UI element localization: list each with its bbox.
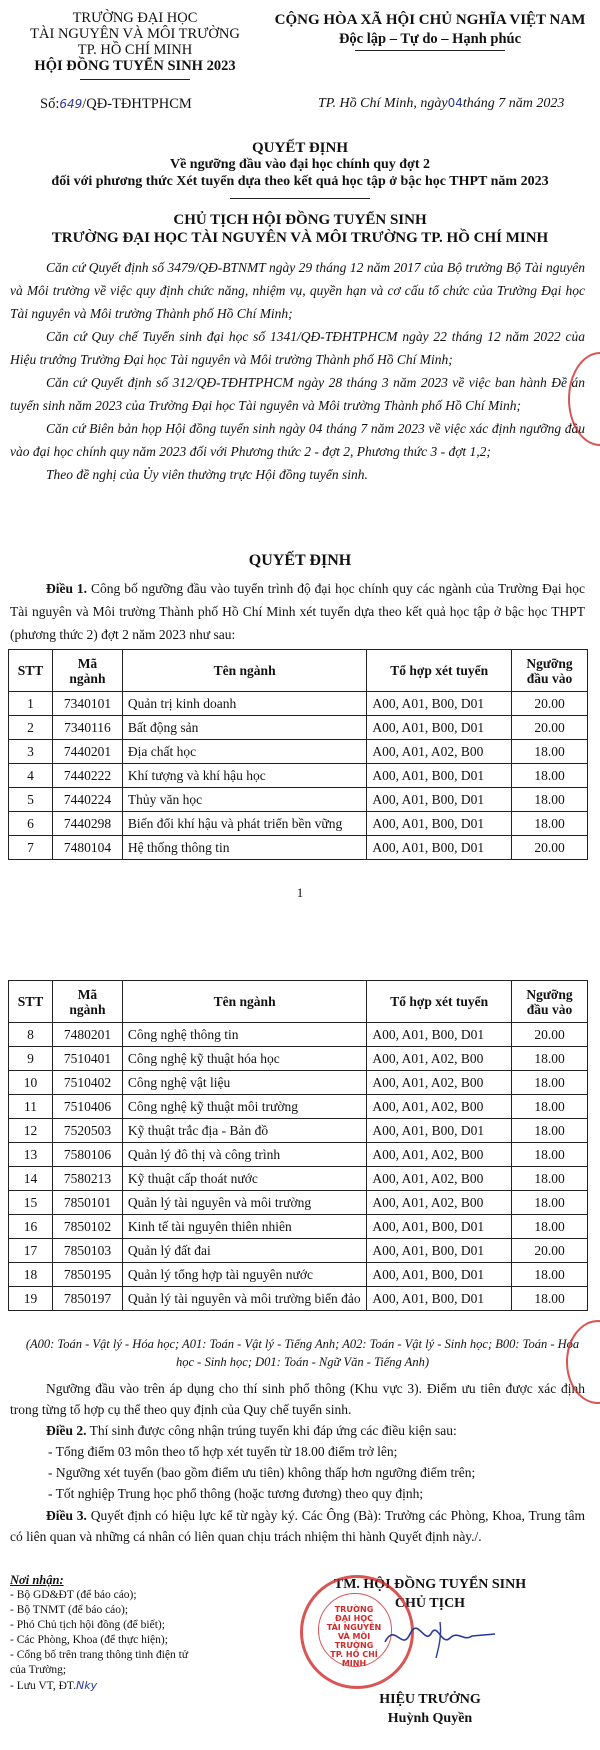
basis-item: Căn cứ Biên bản họp Hội đồng tuyển sinh ngày 04 tháng 7 năm 2023 về việc xác định ngưỡng đầu vào đại học chính quy năm 2023 đối với Phương thức 2 - đợt 2, Phương thức 3 - đợt 1,2; [10,421,585,459]
cell-stt: 19 [9,1287,53,1311]
signatory-position: HIỆU TRƯỞNG [379,1692,481,1707]
article-3-text: Quyết định có hiệu lực kể từ ngày ký. Các Ông (Bà): Trưởng các Phòng, Khoa, Trung tâm có liên quan và những cá nhân có liên quan chịu trách nhiệm thi hành Quyết định này./. [10,1508,586,1544]
cell-code: 7340116 [52,716,122,740]
article-2-label: Điều 2. [46,1423,87,1438]
cell-code: 7440201 [52,740,122,764]
agency-line: TRƯỜNG ĐẠI HỌC [72,10,198,26]
article-1-text: Công bố ngưỡng đầu vào tuyển trình độ đại học chính quy các ngành của Trường Đại học Tài nguyên và Môi trường Thành phố Hồ Chí Minh xét tuyển dựa theo kết quả học tập ở bậc học THPT (phương thức 2) đợt 2 năm 2023 như sau: [10,581,585,642]
col-combo: Tổ hợp xét tuyển [367,650,512,692]
col-code-line-2: ngành [69,670,106,686]
table-row [9,1263,588,1287]
cell-name: Biến đổi khí hậu và phát triển bền vững [122,812,366,836]
cell-score: 18.00 [512,1263,588,1287]
cell-score: 18.00 [512,1119,588,1143]
doc-number-prefix: Số: [40,96,60,112]
condition-item: - Tốt nghiệp Trung học phổ thông (hoặc tương đương) theo quy định; [48,1486,424,1501]
cell-score: 18.00 [512,1167,588,1191]
cell-combo: A00, A01, A02, B00 [367,1095,512,1119]
motto-underline [355,50,505,51]
cell-combo: A00, A01, B00, D01 [367,1119,512,1143]
cell-code: 7440224 [52,788,122,812]
cell-code: 7520503 [52,1119,122,1143]
issuer-line-2: TRƯỜNG ĐẠI HỌC TÀI NGUYÊN VÀ MÔI TRƯỜNG TP. HỒ CHÍ MINH [51,230,549,246]
cell-combo: A00, A01, B00, D01 [367,836,512,860]
col-code-line-1: Mã [77,655,98,671]
col-code [52,650,122,692]
agency-block [20,10,250,74]
date-prefix: TP. Hồ Chí Minh, ngày [318,96,448,111]
cell-combo: A00, A01, A02, B00 [367,1143,512,1167]
cell-code: 7440222 [52,764,122,788]
cell-stt: 12 [9,1119,53,1143]
cell-combo: A00, A01, B00, D01 [367,1263,512,1287]
basis-item: Căn cứ Quy chế Tuyển sinh đại học số 1341/QĐ-TĐHTPHCM ngày 22 tháng 12 năm 2022 của Hiệu trưởng Trường Đại học Tài nguyên và Môi trường Thành phố Hồ Chí Minh; [10,329,585,367]
col-score-line-1: Ngưỡng [526,655,573,671]
table-2-body [9,1023,588,1311]
cell-score: 18.00 [512,764,588,788]
col-code-line-2: ngành [69,1001,106,1017]
table-row [9,716,588,740]
basis-item: Căn cứ Quyết định số 312/QĐ-TĐHTPHCM ngày 28 tháng 3 năm 2023 về việc ban hành Đề án tuyển sinh năm 2023 của Trường Đại học Tài nguyên và Môi trường Thành phố Hồ Chí Minh; [10,375,585,413]
subject-underline [230,198,370,199]
cell-name: Quản trị kinh doanh [122,692,366,716]
table-row [9,1047,588,1071]
recipient-item: - Bộ TNMT (để báo cáo); [10,1604,129,1616]
cell-combo: A00, A01, B00, D01 [367,1287,512,1311]
cell-combo: A00, A01, B00, D01 [367,692,512,716]
table-row [9,836,588,860]
cell-stt: 7 [9,836,53,860]
table-row [9,788,588,812]
table-row [9,812,588,836]
cell-name: Quản lý tài nguyên và môi trường biển đảo [122,1287,366,1311]
recipients-title: Nơi nhận: [10,1573,64,1587]
cell-stt: 6 [9,812,53,836]
basis-item: Căn cứ Quyết định số 3479/QĐ-BTNMT ngày 29 tháng 12 năm 2017 của Bộ trưởng Bộ Tài nguyên và Môi trường về việc quy định chức năng, nhiệm vụ, quyền hạn và cơ cấu tổ chức của Trường Đại học Tài nguyên và Môi trường Thành phố Hồ Chí Minh; [10,260,585,321]
cell-code: 7850102 [52,1215,122,1239]
cell-name: Công nghệ vật liệu [122,1071,366,1095]
table-row [9,1167,588,1191]
doc-type: QUYẾT ĐỊNH [252,140,348,156]
cell-stt: 9 [9,1047,53,1071]
cell-name: Quản lý đô thị và công trình [122,1143,366,1167]
cell-code: 7510402 [52,1071,122,1095]
cell-score: 18.00 [512,1095,588,1119]
decision-heading: QUYẾT ĐỊNH [248,552,352,569]
cell-stt: 17 [9,1239,53,1263]
table-row [9,1023,588,1047]
cell-score: 18.00 [512,740,588,764]
col-score-line-2: đầu vào [526,1001,573,1017]
recipient-item: - Các Phòng, Khoa (để thực hiện); [10,1634,168,1646]
cell-combo: A00, A01, B00, D01 [367,716,512,740]
seal-line: ĐẠI HỌC [334,1614,374,1623]
col-stt: STT [9,650,53,692]
cell-name: Kỹ thuật cấp thoát nước [122,1167,366,1191]
cell-name: Công nghệ kỹ thuật môi trường [122,1095,366,1119]
table-row [9,1191,588,1215]
cell-score: 20.00 [512,1239,588,1263]
basis-item: Theo đề nghị của Ủy viên thường trực Hội đồng tuyển sinh. [46,467,368,482]
cell-stt: 2 [9,716,53,740]
recipients-block [10,1573,270,1694]
table-row [9,740,588,764]
cell-score: 18.00 [512,1191,588,1215]
condition-item: - Tổng điểm 03 môn theo tổ hợp xét tuyển từ 18.00 điểm trở lên; [48,1444,398,1459]
cell-code: 7850197 [52,1287,122,1311]
cell-name: Kỹ thuật trắc địa - Bản đồ [122,1119,366,1143]
cell-name: Kinh tế tài nguyên thiên nhiên [122,1215,366,1239]
col-score-line-2: đầu vào [526,670,573,686]
cell-combo: A00, A01, B00, D01 [367,788,512,812]
cell-stt: 15 [9,1191,53,1215]
col-score [512,650,588,692]
cell-code: 7850195 [52,1263,122,1287]
article-3-label: Điều 3. [46,1508,87,1523]
col-score [512,981,588,1023]
subject-line-2: đối với phương thức Xét tuyển dựa theo kết quả học tập ở bậc học THPT năm 2023 [51,174,549,189]
cell-combo: A00, A01, A02, B00 [367,1047,512,1071]
table-row [9,1215,588,1239]
recipient-item: - Phó Chủ tịch hội đồng (để biết); [10,1619,165,1631]
cell-code: 7850103 [52,1239,122,1263]
cell-combo: A00, A01, B00, D01 [367,812,512,836]
doc-number [40,96,192,113]
cell-stt: 18 [9,1263,53,1287]
table-row [9,764,588,788]
cell-score: 18.00 [512,1215,588,1239]
cell-code: 7510401 [52,1047,122,1071]
cell-stt: 5 [9,788,53,812]
handwritten-signature [380,1612,500,1662]
cell-combo: A00, A01, B00, D01 [367,1215,512,1239]
cell-name: Bất động sản [122,716,366,740]
col-stt: STT [9,981,53,1023]
seal-line: TRƯỜNG [334,1605,374,1614]
cell-combo: A00, A01, B00, D01 [367,764,512,788]
cell-code: 7510406 [52,1095,122,1119]
signatory-name: Huỳnh Quyền [387,1711,473,1726]
col-name: Tên ngành [122,650,366,692]
recipient-item: của Trường; [10,1664,67,1676]
condition-item: - Ngưỡng xét tuyển (bao gồm điểm ưu tiên) không thấp hơn ngưỡng điểm trên; [48,1465,476,1480]
cell-combo: A00, A01, B00, D01 [367,1239,512,1263]
table-row [9,1095,588,1119]
cell-name: Thủy văn học [122,788,366,812]
article-1 [10,577,585,646]
cell-stt: 8 [9,1023,53,1047]
cell-name: Quản lý tài nguyên và môi trường [122,1191,366,1215]
cell-score: 20.00 [512,692,588,716]
table-header-row [9,650,588,692]
cell-name: Khí tượng và khí hậu học [122,764,366,788]
seal-line: VÀ MÔI TRƯỜNG [334,1632,374,1650]
cell-name: Địa chất học [122,740,366,764]
cell-code: 7480104 [52,836,122,860]
cell-combo: A00, A01, A02, B00 [367,1191,512,1215]
cell-stt: 11 [9,1095,53,1119]
threshold-table-1 [8,649,588,860]
cell-code: 7580213 [52,1167,122,1191]
council-name: HỘI ĐỒNG TUYỂN SINH 2023 [34,58,236,74]
cell-name: Hệ thống thông tin [122,836,366,860]
table-row [9,1287,588,1311]
cell-score: 18.00 [512,1143,588,1167]
cell-name: Quản lý đất đai [122,1239,366,1263]
cell-score: 20.00 [512,836,588,860]
recipient-item: - Cổng bố trên trang thông tinh điện tử [10,1649,189,1661]
table-row [9,1071,588,1095]
page-number: 1 [296,885,304,900]
table-row [9,692,588,716]
article-1-label: Điều 1. [46,581,88,596]
recipient-item: - Lưu VT, ĐT. [10,1680,76,1692]
article-3 [10,1505,585,1547]
cell-score: 18.00 [512,1071,588,1095]
table-row [9,1143,588,1167]
issue-date [318,96,564,112]
cell-stt: 3 [9,740,53,764]
cell-score: 18.00 [512,1047,588,1071]
cell-name: Công nghệ kỹ thuật hóa học [122,1047,366,1071]
agency-underline [80,79,190,80]
article-2-conditions [48,1441,475,1504]
threshold-table-2 [8,980,588,1311]
cell-code: 7340101 [52,692,122,716]
recipient-item: - Bộ GD&ĐT (để báo cáo); [10,1589,137,1601]
cell-combo: A00, A01, A02, B00 [367,1167,512,1191]
col-combo: Tổ hợp xét tuyển [367,981,512,1023]
cell-code: 7440298 [52,812,122,836]
cell-score: 18.00 [512,812,588,836]
date-day-handwritten: 04 [447,96,463,110]
col-code [52,981,122,1023]
cell-combo: A00, A01, B00, D01 [367,1023,512,1047]
cell-stt: 14 [9,1167,53,1191]
combo-legend: (A00: Toán - Vật lý - Hóa học; A01: Toán - Vật lý - Tiếng Anh; A02: Toán - Vật lý - Sinh học; B00: Toán - Hóa học - Sinh học; D01: Toán - Ngữ Văn - Tiếng Anh) [25,1337,580,1369]
signature-org: TM. HỘI ĐỒNG TUYỂN SINH [333,1577,527,1592]
threshold-note: Ngưỡng đầu vào trên áp dụng cho thí sinh phổ thông (Khu vực 3). Điểm ưu tiên được xác định trong từng tổ hợp cụ thể theo quy định của Quy chế tuyển sinh. [10,1381,585,1417]
cell-name: Công nghệ thông tin [122,1023,366,1047]
agency-line: TP. HỒ CHÍ MINH [77,42,193,58]
col-name: Tên ngành [122,981,366,1023]
cell-combo: A00, A01, A02, B00 [367,740,512,764]
table-1-body [9,692,588,860]
staff-initials: Nky [75,1679,98,1692]
cell-score: 20.00 [512,716,588,740]
cell-score: 18.00 [512,788,588,812]
table-header-row [9,981,588,1023]
signature-role: CHỦ TỊCH [394,1596,466,1611]
doc-number-suffix: /QĐ-TĐHTPHCM [82,96,192,112]
col-code-line-1: Mã [77,986,98,1002]
cell-stt: 1 [9,692,53,716]
article-2-text: Thí sinh được công nhận trúng tuyển khi đáp ứng các điều kiện sau: [89,1423,457,1438]
cell-stt: 4 [9,764,53,788]
nation-title: CỘNG HÒA XÃ HỘI CHỦ NGHĨA VIỆT NAM [274,12,586,28]
cell-name: Quản lý tổng hợp tài nguyên nước [122,1263,366,1287]
subject-line-1: Về ngưỡng đầu vào đại học chính quy đợt 2 [169,157,431,172]
cell-code: 7480201 [52,1023,122,1047]
issuer-line-1: CHỦ TỊCH HỘI ĐỒNG TUYỂN SINH [173,212,427,228]
cell-score: 20.00 [512,1023,588,1047]
table-row [9,1119,588,1143]
date-suffix: tháng 7 năm 2023 [462,96,565,111]
seal-line: TP. HỒ CHÍ MINH [330,1650,378,1668]
seal-line: TÀI NGUYÊN [326,1623,382,1632]
cell-combo: A00, A01, A02, B00 [367,1071,512,1095]
cell-code: 7850101 [52,1191,122,1215]
table-row [9,1239,588,1263]
doc-number-handwritten: 649 [59,97,83,111]
col-score-line-1: Ngưỡng [526,986,573,1002]
cell-stt: 13 [9,1143,53,1167]
cell-stt: 10 [9,1071,53,1095]
legal-basis [10,256,585,486]
cell-code: 7580106 [52,1143,122,1167]
agency-line: TÀI NGUYÊN VÀ MÔI TRƯỜNG [30,26,240,42]
cell-stt: 16 [9,1215,53,1239]
cell-score: 18.00 [512,1287,588,1311]
nation-motto: Độc lập – Tự do – Hạnh phúc [338,31,522,47]
threshold-note-block [10,1378,585,1441]
